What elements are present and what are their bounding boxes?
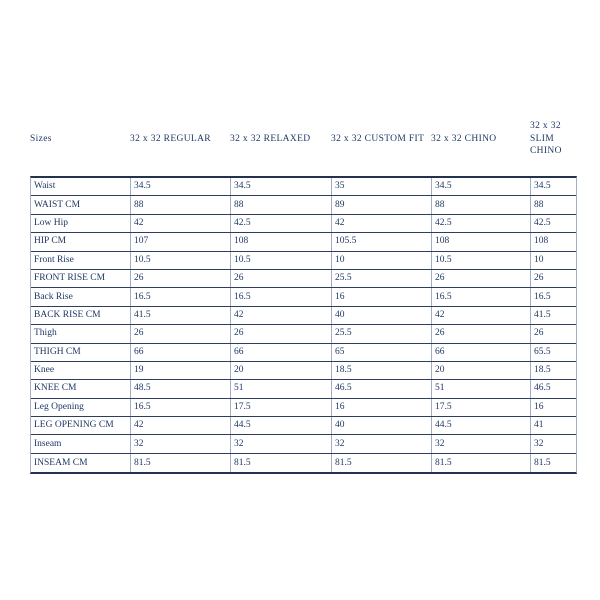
cell-value: 34.5 bbox=[131, 178, 231, 195]
column-header: 32 x 32 SLIM CHINO bbox=[530, 120, 562, 157]
cell-value: 42 bbox=[332, 215, 432, 232]
cell-value: 51 bbox=[231, 380, 332, 397]
row-label: Waist bbox=[31, 178, 131, 195]
cell-value: 42.5 bbox=[534, 217, 551, 228]
row-label: HIP CM bbox=[31, 233, 131, 250]
table-row bbox=[31, 252, 576, 270]
cell-value: 26 bbox=[534, 328, 544, 339]
row-label: Knee bbox=[31, 362, 131, 379]
cell-value: 35 bbox=[332, 178, 432, 195]
cell-value: 65 bbox=[332, 344, 432, 361]
cell-value: 16.5 bbox=[231, 288, 332, 305]
table-row bbox=[31, 417, 576, 435]
cell-value: 81.5 bbox=[231, 454, 332, 472]
table-row bbox=[31, 380, 576, 398]
cell-value: 18.5 bbox=[534, 365, 551, 376]
cell-value: 16 bbox=[332, 399, 432, 416]
cell-value: 89 bbox=[332, 196, 432, 213]
row-label: Inseam bbox=[31, 435, 131, 452]
cell-value: 65.5 bbox=[534, 346, 551, 357]
row-label: Leg Opening bbox=[31, 399, 131, 416]
cell-value: 26 bbox=[231, 325, 332, 342]
table-row bbox=[31, 215, 576, 233]
cell-value: 26 bbox=[131, 270, 231, 287]
table-row bbox=[31, 362, 576, 380]
cell-value: 81.5 bbox=[131, 454, 231, 472]
cell-value: 25.5 bbox=[332, 270, 432, 287]
row-label: Front Rise bbox=[31, 252, 131, 269]
row-label: KNEE CM bbox=[31, 380, 131, 397]
cell-value: 81.5 bbox=[332, 454, 432, 472]
cell-value: 66 bbox=[432, 344, 531, 361]
table-row bbox=[31, 454, 576, 472]
cell-value: 16.5 bbox=[432, 288, 531, 305]
row-label: THIGH CM bbox=[31, 344, 131, 361]
table-row bbox=[31, 399, 576, 417]
cell-value: 40 bbox=[332, 417, 432, 434]
cell-value: 108 bbox=[534, 236, 549, 247]
table-row bbox=[31, 288, 576, 306]
cell-value: 25.5 bbox=[332, 325, 432, 342]
cell-value: 46.5 bbox=[534, 383, 551, 394]
cell-value: 88 bbox=[432, 196, 531, 213]
cell-value: 18.5 bbox=[332, 362, 432, 379]
row-label: Back Rise bbox=[31, 288, 131, 305]
cell-value: 46.5 bbox=[332, 380, 432, 397]
row-label: Low Hip bbox=[31, 215, 131, 232]
cell-value: 17.5 bbox=[432, 399, 531, 416]
cell-value: 16 bbox=[332, 288, 432, 305]
cell-value: 34.5 bbox=[432, 178, 531, 195]
cell-value: 48.5 bbox=[131, 380, 231, 397]
sizes-corner-label: Sizes bbox=[30, 133, 52, 144]
cell-value: 66 bbox=[131, 344, 231, 361]
table-row bbox=[31, 325, 576, 343]
row-label: WAIST CM bbox=[31, 196, 131, 213]
cell-value: 10.5 bbox=[231, 252, 332, 269]
cell-value: 32 bbox=[332, 435, 432, 452]
table-row bbox=[31, 307, 576, 325]
row-label: BACK RISE CM bbox=[31, 307, 131, 324]
cell-value: 17.5 bbox=[231, 399, 332, 416]
cell-value: 41 bbox=[534, 420, 544, 431]
size-table bbox=[30, 176, 577, 474]
cell-value: 10.5 bbox=[432, 252, 531, 269]
cell-value: 51 bbox=[432, 380, 531, 397]
cell-value: 16 bbox=[534, 401, 544, 412]
cell-value: 26 bbox=[432, 325, 531, 342]
column-header: 32 x 32 REGULAR bbox=[130, 133, 211, 144]
row-label: Thigh bbox=[31, 325, 131, 342]
cell-value: 16.5 bbox=[534, 291, 551, 302]
cell-value: 41.5 bbox=[131, 307, 231, 324]
cell-value: 66 bbox=[231, 344, 332, 361]
cell-value: 16.5 bbox=[131, 288, 231, 305]
cell-value: 34.5 bbox=[534, 181, 551, 192]
cell-value: 42 bbox=[131, 417, 231, 434]
cell-value: 26 bbox=[131, 325, 231, 342]
cell-value: 26 bbox=[432, 270, 531, 287]
cell-value: 42 bbox=[432, 307, 531, 324]
cell-value: 20 bbox=[432, 362, 531, 379]
column-header: 32 x 32 CUSTOM FIT bbox=[331, 133, 425, 144]
cell-value: 81.5 bbox=[534, 457, 551, 468]
table-row bbox=[31, 178, 576, 196]
cell-value: 42 bbox=[231, 307, 332, 324]
cell-value: 10 bbox=[534, 254, 544, 265]
cell-value: 32 bbox=[534, 438, 544, 449]
cell-value: 88 bbox=[231, 196, 332, 213]
cell-value: 32 bbox=[131, 435, 231, 452]
table-row bbox=[31, 435, 576, 453]
cell-value: 10 bbox=[332, 252, 432, 269]
cell-value: 108 bbox=[432, 233, 531, 250]
cell-value: 88 bbox=[131, 196, 231, 213]
cell-value: 105.5 bbox=[332, 233, 432, 250]
cell-value: 32 bbox=[231, 435, 332, 452]
cell-value: 44.5 bbox=[231, 417, 332, 434]
column-header: 32 x 32 CHINO bbox=[431, 133, 497, 144]
cell-value: 41.5 bbox=[534, 309, 551, 320]
cell-value: 42.5 bbox=[231, 215, 332, 232]
row-label: INSEAM CM bbox=[31, 454, 131, 472]
cell-value: 107 bbox=[131, 233, 231, 250]
cell-value: 20 bbox=[231, 362, 332, 379]
cell-value: 40 bbox=[332, 307, 432, 324]
cell-value: 26 bbox=[231, 270, 332, 287]
cell-value: 44.5 bbox=[432, 417, 531, 434]
cell-value: 88 bbox=[534, 199, 544, 210]
cell-value: 26 bbox=[534, 273, 544, 284]
column-header: 32 x 32 RELAXED bbox=[230, 133, 311, 144]
row-label: LEG OPENING CM bbox=[31, 417, 131, 434]
table-row bbox=[31, 233, 576, 251]
cell-value: 19 bbox=[131, 362, 231, 379]
cell-value: 10.5 bbox=[131, 252, 231, 269]
cell-value: 32 bbox=[432, 435, 531, 452]
size-table-header-row bbox=[30, 112, 577, 166]
table-row bbox=[31, 344, 576, 362]
cell-value: 42.5 bbox=[432, 215, 531, 232]
table-row bbox=[31, 270, 576, 288]
cell-value: 16.5 bbox=[131, 399, 231, 416]
cell-value: 81.5 bbox=[432, 454, 531, 472]
row-label: FRONT RISE CM bbox=[31, 270, 131, 287]
cell-value: 108 bbox=[231, 233, 332, 250]
table-row bbox=[31, 196, 576, 214]
cell-value: 34.5 bbox=[231, 178, 332, 195]
cell-value: 42 bbox=[131, 215, 231, 232]
